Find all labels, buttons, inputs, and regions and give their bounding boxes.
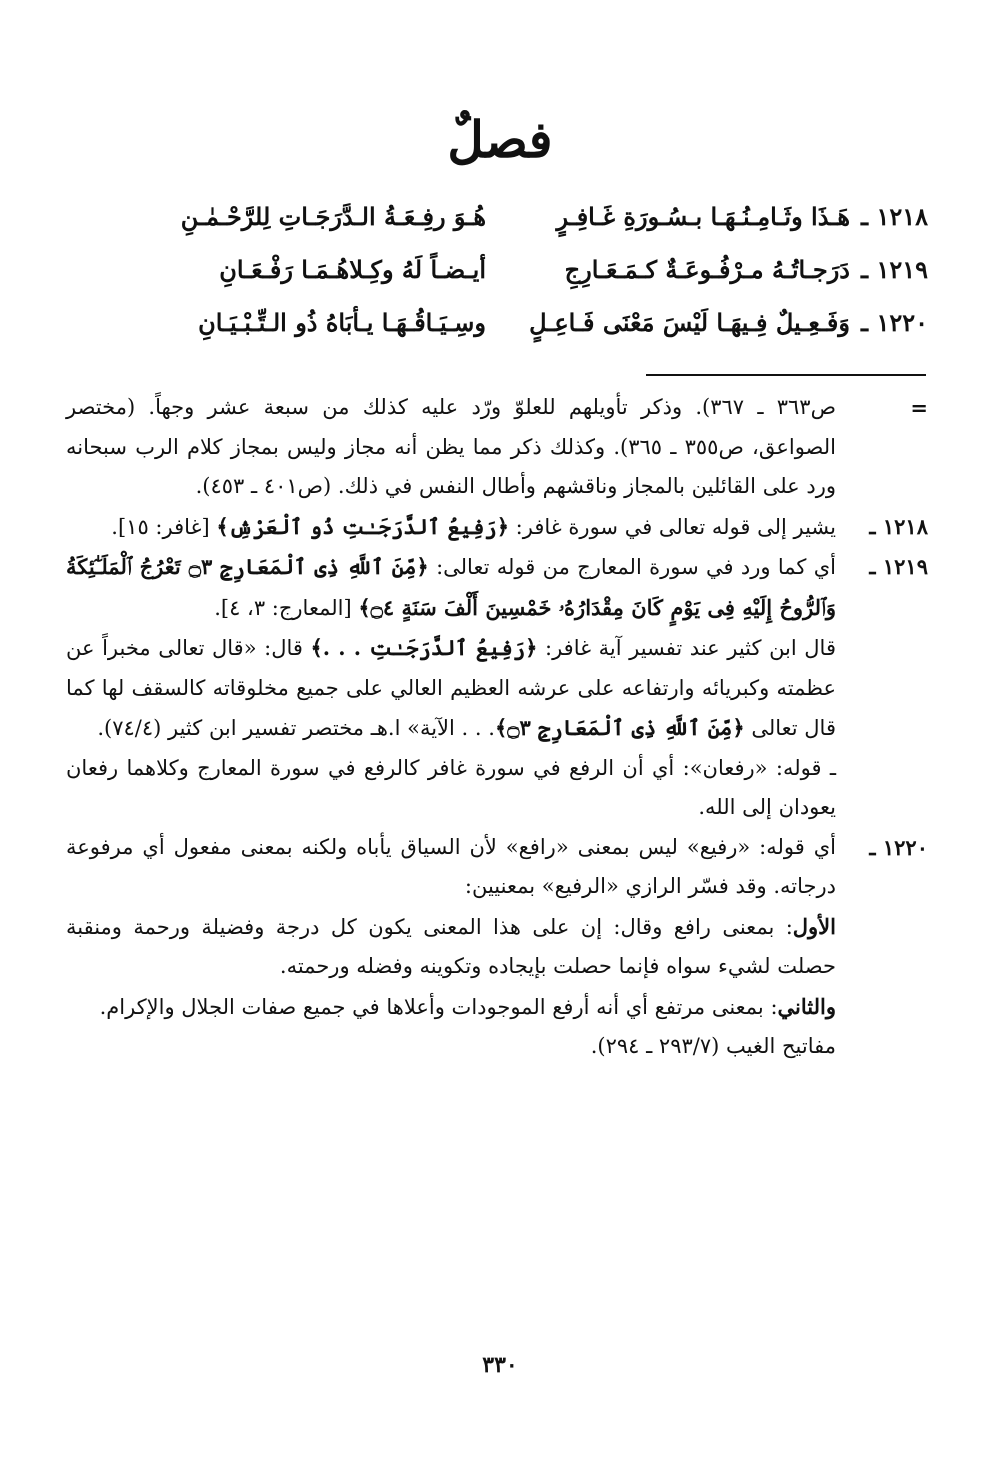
verse-number: ١٢٢٠ ـ [861, 308, 928, 337]
footnote-text: قال: «قال تعالى مخبراً عن عظمته وكبريائه وارتفاعه على عرشه العظيم العالي على جميع مخلوقاته كالسقف لها كما قال تعالى [66, 636, 836, 740]
footnote-text: قال ابن كثير عند تفسير آية غافر: [537, 636, 836, 660]
footnote-1218 [66, 507, 928, 548]
verse-block [66, 190, 928, 349]
section-title: فصلٌ [447, 110, 553, 169]
footnote-paragraph [66, 1027, 928, 1067]
continuation-marker: = [910, 395, 928, 420]
verse-line [66, 243, 928, 296]
quran-quote: ﴿رَفِيعُ ٱلدَّرَجَـٰتِ ذُو ٱلْعَرْشِ﴾ [216, 513, 509, 539]
verse-first-hemistich: هَـذَا وثَـامِـنُـهَـا بـسُـورَةِ غَـافِـرٍ [556, 202, 850, 231]
verse-line [66, 190, 928, 243]
footnote-paragraph [66, 628, 928, 749]
second-meaning-label: والثاني [777, 993, 836, 1019]
footnotes [66, 388, 928, 1067]
footnote-text: : بمعنى مرتفع أي أنه أرفع الموجودات وأعلاها في جميع صفات الجلال والإكرام. [99, 994, 778, 1019]
page-number: ٣٣٠ [482, 1352, 518, 1378]
footnote-paragraph [66, 749, 928, 828]
first-meaning-label: الأول [792, 913, 836, 939]
footnote-text: . . . الآية» ا.هـ مختصر تفسير ابن كثير (٧٤/٤). [97, 716, 495, 740]
verse-second-hemistich: هُـوَ رفِـعَـةُ الـدَّرَجَـاتِ لِلرَّحْـمٰـنِ [180, 202, 486, 231]
footnote-number: ١٢٢٠ ـ [869, 834, 928, 860]
footnote-text: : بمعنى رافع وقال: إن على هذا المعنى يكون كل درجة وفضيلة ورحمة ومنقبة حصلت لشيء سواه فإنما حصلت بإيجاده وتكوينه وفضله ورحمته. [66, 914, 836, 978]
quran-reference: [المعارج: ٣، ٤]. [214, 595, 359, 620]
quran-quote: ﴿رَفِيعُ ٱلدَّرَجَـٰتِ . . .﴾ [310, 635, 538, 660]
footnote-separator [646, 374, 926, 376]
verse-number: ١٢١٨ ـ [861, 202, 928, 231]
quran-quote: ﴿مِّنَ ٱللَّهِ ذِى ٱلْمَعَارِجِ ۝٣﴾ [494, 715, 745, 740]
verse-number: ١٢١٩ ـ [861, 255, 928, 284]
quran-quote: ﴿مِّنَ ٱللَّهِ ذِى ٱلْمَعَارِجِ ۝٣ تَعْرُجُ ٱلْمَلَـٰٓئِكَةُ وَٱلرُّوحُ إِلَيْهِ فِى يَوْمٍ كَانَ مِقْدَارُهُۥ خَمْسِينَ أَلْفَ سَنَةٍ ۝٤﴾ [66, 554, 836, 620]
verse-line [66, 296, 928, 349]
verse-first-hemistich: دَرَجـاتُـهُ مـرْفُـوعَـةٌ كـمَـعَـارِجِ [564, 255, 850, 284]
verse-second-hemistich: أيـضـاً لَهُ وكِـلاهُـمَـا رَفْـعَـانِ [219, 255, 486, 284]
footnote-text: أي قوله: «رفيع» ليس بمعنى «رافع» لأن السياق يأباه ولكنه بمعنى مفعول أي مرفوعة درجاته. وقد فسّر الرازي «الرفيع» بمعنيين: [66, 834, 836, 898]
footnote-text: أي كما ورد في سورة المعارج من قوله تعالى: [428, 555, 836, 579]
footnote-text: ص٣٦٣ ـ ٣٦٧). وذكر تأويلهم للعلوّ ورّد عليه كذلك من سبعة عشر وجهاً. (مختصر الصواعق، ص٣٥٥ ـ ٣٦٥). وكذلك ذكر مما يظن أنه مجاز وليس بمجاز كلام الرب سبحانه ورد على القائلين بالمجاز وناقشهم وأطال النفس في ذلك. (ص٤٠١ ـ ٤٥٣). [66, 395, 836, 498]
footnote-1219 [66, 547, 928, 628]
source-citation: مفاتيح الغيب (٢٩٣/٧ ـ ٢٩٤). [590, 1034, 836, 1058]
footnote-number: ١٢١٨ ـ [869, 513, 928, 539]
footnote-1220 [66, 828, 928, 907]
footnote-paragraph [66, 907, 928, 987]
footnote-paragraph [66, 987, 928, 1028]
footnote-text: يشير إلى قوله تعالى في سورة غافر: [509, 514, 836, 539]
verse-second-hemistich: وسِـيَـاقُـهَـا يـأبَاهُ ذُو الـتِّـبْـيَـانِ [198, 308, 486, 337]
quran-reference: [غافر: ١٥]. [111, 514, 217, 539]
footnote-text: ـ قوله: «رفعان»: أي أن الرفع في سورة غافر كالرفع في سورة المعارج وكلاهما رفعان يعودان إلى الله. [66, 755, 836, 819]
footnote-number: ١٢١٩ ـ [869, 554, 928, 579]
verse-first-hemistich: وَفَـعِـيلٌ فِـيهَـا لَيْسَ مَعْنَى فَـاعِـلٍ [529, 308, 850, 337]
footnote-continuation [66, 388, 928, 507]
